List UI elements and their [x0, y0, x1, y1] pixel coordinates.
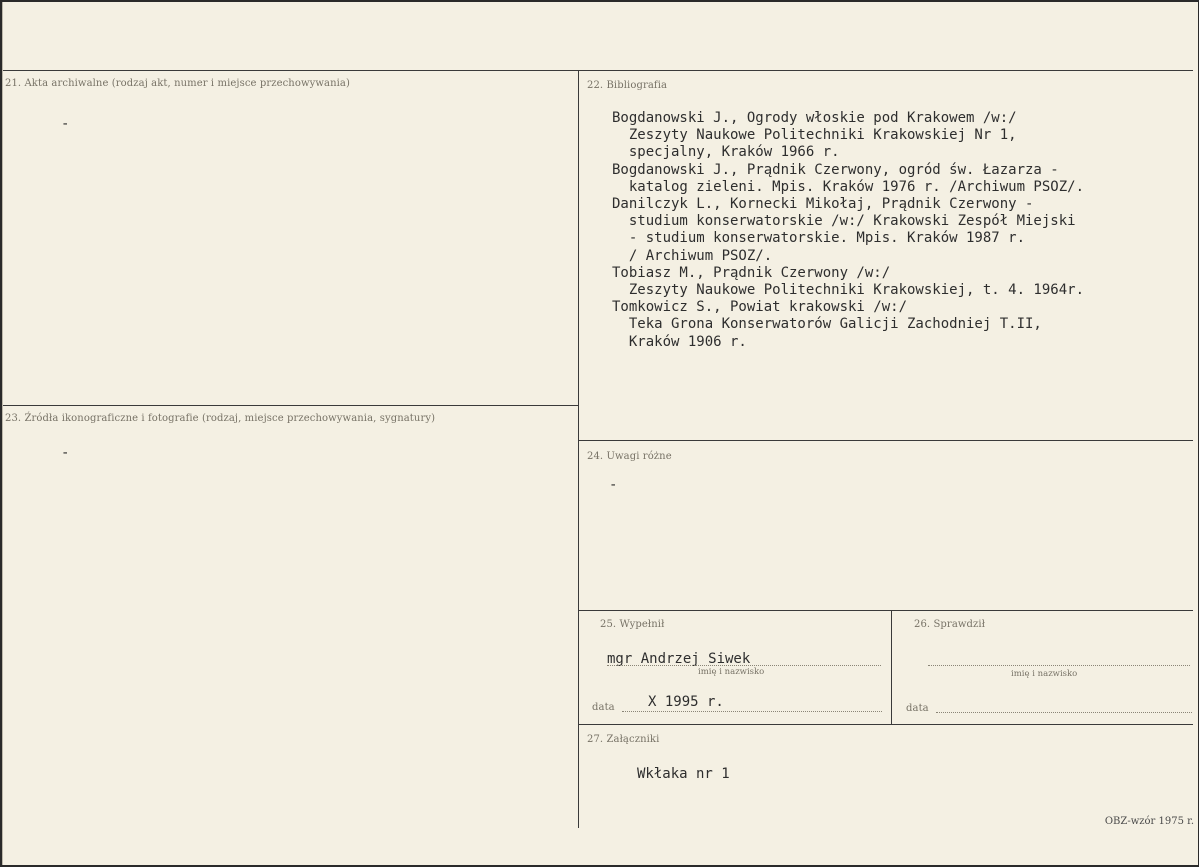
center-divider: [578, 70, 579, 828]
bibliography-line: studium konserwatorskie /w:/ Krakowski Zespół Miejski: [612, 213, 1076, 230]
section-23-value: -: [61, 445, 70, 461]
form-template-code: OBZ-wzór 1975 r.: [1104, 816, 1194, 827]
rule-25-27: [578, 724, 1193, 725]
rule-21-23: [3, 405, 578, 406]
bibliography-line: specjalny, Kraków 1966 r.: [612, 144, 840, 161]
rule-22-24: [578, 440, 1193, 441]
bibliography-line: - studium konserwatorskie. Mpis. Kraków 1987 r.: [612, 230, 1026, 247]
bibliography-line: katalog zieleni. Mpis. Kraków 1976 r. /Archiwum PSOZ/.: [612, 178, 1085, 195]
bibliography-line: Tobiasz M., Prądnik Czerwony /w:/: [612, 264, 891, 281]
bibliography-line: Danilczyk L., Kornecki Mikołaj, Prądnik Czerwony -: [612, 196, 1034, 213]
bibliography-line: Teka Grona Konserwatorów Galicji Zachodniej T.II,: [612, 316, 1042, 333]
section-21-value: -: [61, 116, 70, 132]
section-27-label: 27. Załączniki: [587, 734, 660, 745]
top-rule: [3, 70, 1193, 71]
attachments-value: Wkłaka nr 1: [637, 766, 730, 782]
section-21-label: 21. Akta archiwalne (rodzaj akt, numer i miejsce przechowywania): [5, 78, 350, 89]
bibliography-line: Zeszyty Naukowe Politechniki Krakowskiej, t. 4. 1964r.: [612, 282, 1085, 299]
bibliography-line: Kraków 1906 r.: [612, 333, 747, 350]
divider-25-26: [891, 610, 892, 724]
filled-by-date: X 1995 r.: [648, 694, 724, 710]
filled-by-name: mgr Andrzej Siwek: [607, 651, 751, 667]
checked-by-date-line: [936, 712, 1192, 713]
record-card: [2, 2, 1198, 865]
checked-by-date-label: data: [906, 703, 929, 714]
bibliography-line: Bogdanowski J., Ogrody włoskie pod Krakowem /w:/: [612, 110, 1017, 126]
section-24-label: 24. Uwagi różne: [587, 451, 672, 462]
section-26-label: 26. Sprawdził: [914, 619, 986, 630]
checked-by-name-line: [928, 665, 1190, 666]
bibliography-line: Zeszyty Naukowe Politechniki Krakowskiej Nr 1,: [612, 127, 1017, 144]
bibliography-line: / Archiwum PSOZ/.: [612, 247, 773, 264]
filled-by-date-label: data: [592, 702, 615, 713]
filled-by-name-caption: imię i nazwisko: [698, 667, 765, 677]
bibliography-list: [612, 110, 1084, 351]
checked-by-name-caption: imię i nazwisko: [1011, 669, 1078, 679]
filled-by-date-line: [622, 711, 882, 712]
rule-24-25: [578, 610, 1193, 611]
section-24-value: -: [609, 477, 618, 493]
section-22-label: 22. Bibliografia: [587, 80, 668, 91]
section-25-label: 25. Wypełnił: [600, 619, 665, 630]
section-23-label: 23. Źródła ikonograficzne i fotografie (rodzaj, miejsce przechowywania, sygnatury): [5, 413, 436, 424]
bibliography-line: Tomkowicz S., Powiat krakowski /w:/: [612, 299, 908, 316]
bibliography-line: Bogdanowski J., Prądnik Czerwony, ogród św. Łazarza -: [612, 161, 1059, 178]
filled-by-name-line: [607, 665, 881, 666]
